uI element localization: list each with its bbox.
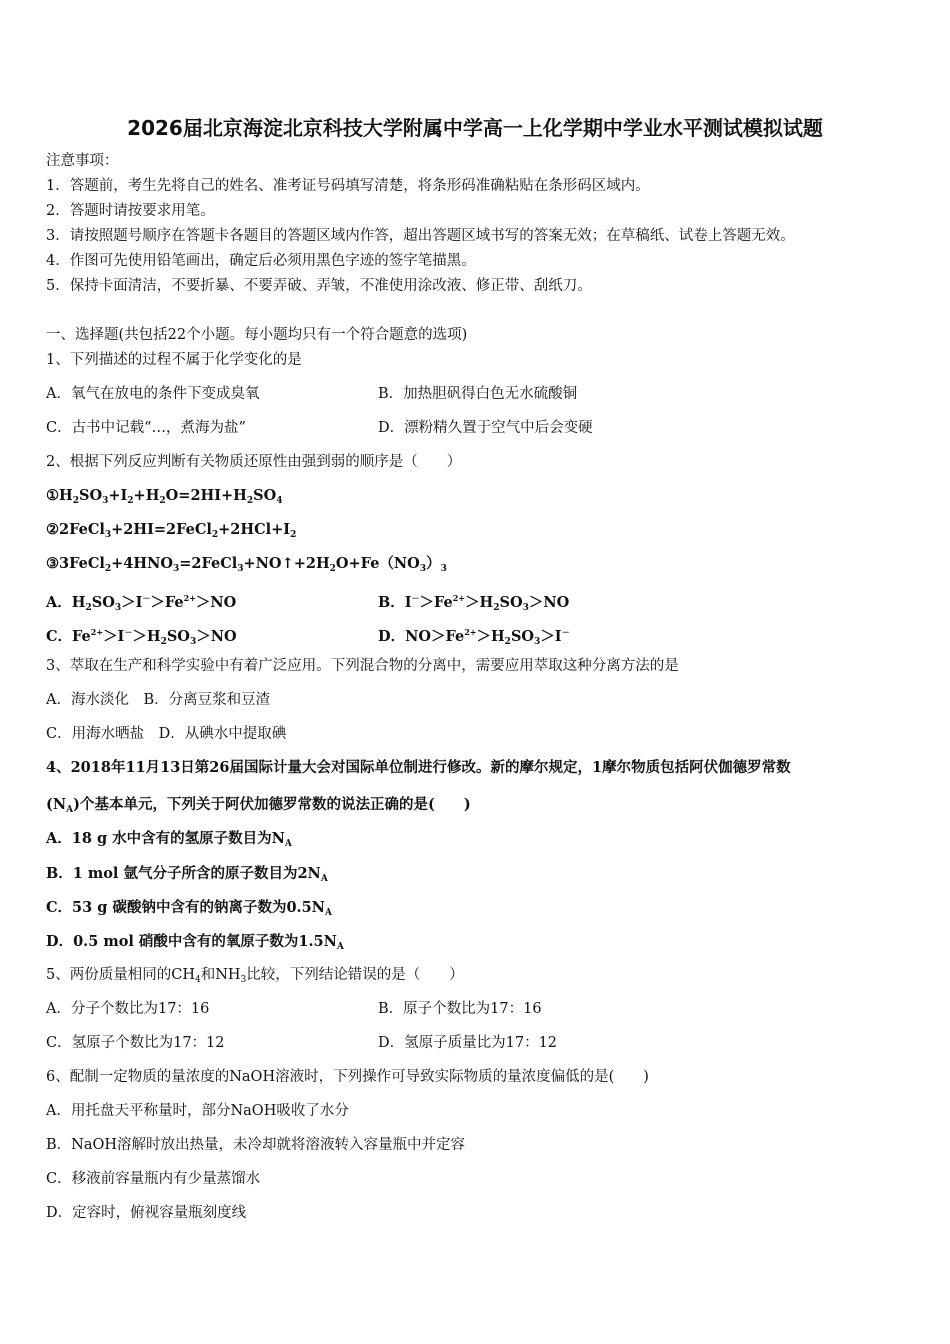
q5-option-a: A．分子个数比为17：16 (46, 1001, 210, 1017)
q6-stem: 6、配制一定物质的量浓度的NaOH溶液时，下列操作可导致实际物质的量浓度偏低的是( ) (46, 1069, 649, 1085)
section-heading: 一、选择题(共包括22个小题。每小题均只有一个符合题意的选项) (46, 327, 468, 343)
q2-reaction-1: $①H_2SO_3+I_2+H_2O=2HI+H_2SO_4$ (46, 487, 283, 506)
q3-stem: 3、萃取在生产和科学实验中有着广泛应用。下列混合物的分离中，需要应用萃取这种分离方法的是 (46, 658, 679, 674)
q6-option-b: B．NaOH溶解时放出热量，未冷却就将溶液转入容量瓶中并定容 (46, 1137, 466, 1153)
q4-option-a: A．18 g 水中含有的氢原子数目为$N_A$ (46, 830, 292, 849)
notice-item-4: 4．作图可先使用铅笔画出，确定后必须用黑色字迹的签字笔描黑。 (46, 253, 476, 269)
page-title: 2026届北京海淀北京科技大学附属中学高一上化学期中学业水平测试模拟试题 (127, 116, 823, 140)
notice-item-2: 2．答题时请按要求用笔。 (46, 203, 215, 219)
q5-stem: 5、两份质量相同的$CH_4$和$NH_3$比较，下列结论错误的是（ ） (46, 967, 464, 985)
q6-option-c: C．移液前容量瓶内有少量蒸馏水 (46, 1171, 261, 1187)
q1-stem: 1、下列描述的过程不属于化学变化的是 (46, 352, 302, 368)
q5-option-d: D．氢原子质量比为17：12 (378, 1035, 558, 1051)
q2-option-d: D．$NO>Fe^{2+}>H_2SO_3>I^-$ (378, 627, 570, 647)
notice-heading: 注意事项： (46, 153, 119, 169)
q4-stem-line-2: $(N_A)$个基本单元，下列关于阿伏加德罗常数的说法正确的是( ) (46, 796, 471, 815)
q2-stem: 2、根据下列反应判断有关物质还原性由强到弱的顺序是（ ） (46, 454, 462, 470)
q1-option-a: A．氧气在放电的条件下变成臭氧 (46, 386, 260, 402)
q5-option-b: B．原子个数比为17：16 (378, 1001, 542, 1017)
notice-item-3: 3．请按照题号顺序在答题卡各题目的答题区域内作答，超出答题区域书写的答案无效；在草稿纸、试卷上答题无效。 (46, 228, 795, 244)
q4-option-d: D．0.5 mol 硝酸中含有的氧原子数为$1.5N_A$ (46, 933, 344, 952)
q3-options-cd: C．用海水晒盐 D．从碘水中提取碘 (46, 726, 287, 742)
q5-option-c: C．氢原子个数比为17：12 (46, 1035, 225, 1051)
q1-option-d: D．漂粉精久置于空气中后会变硬 (378, 420, 593, 436)
q4-stem-line-1: 4、2018年11月13日第26届国际计量大会对国际单位制进行修改。新的摩尔规定，1摩尔物质包括阿伏伽德罗常数 (46, 759, 791, 776)
q2-option-a: A．$H_2SO_3>I^->Fe^{2+}>NO$ (46, 593, 237, 613)
q6-option-a: A．用托盘天平称量时，部分NaOH吸收了水分 (46, 1103, 349, 1119)
q3-options-ab: A．海水淡化 B．分离豆浆和豆渣 (46, 692, 271, 708)
q1-option-b: B．加热胆矾得白色无水硫酸铜 (378, 386, 578, 402)
q1-option-c: C．古书中记载“…，煮海为盐” (46, 420, 246, 436)
notice-item-5: 5．保持卡面清洁，不要折暴、不要弄破、弄皱，不准使用涂改液、修正带、刮纸刀。 (46, 278, 592, 294)
q4-option-c: C．53 g 碳酸钠中含有的钠离子数为$0.5N_A$ (46, 899, 332, 918)
q2-option-c: C．$Fe^{2+}>I^->H_2SO_3>NO$ (46, 627, 237, 647)
q4-option-b: B．1 mol 氩气分子所含的原子数目为$2N_A$ (46, 865, 328, 884)
q2-option-b: B．$I^->Fe^{2+}>H_2SO_3>NO$ (378, 593, 570, 613)
q6-option-d: D．定容时，俯视容量瓶刻度线 (46, 1205, 247, 1221)
notice-item-1: 1．答题前，考生先将自己的姓名、准考证号码填写清楚，将条形码准确粘贴在条形码区域内。 (46, 178, 650, 194)
q2-reaction-3: $③3FeCl_2+4HNO_3=2FeCl_3+NO↑+2H_2O+Fe(NO_3)_3$ (46, 555, 447, 574)
q2-reaction-2: $②2FeCl_3+2HI=2FeCl_2+2HCl+I_2$ (46, 521, 297, 540)
